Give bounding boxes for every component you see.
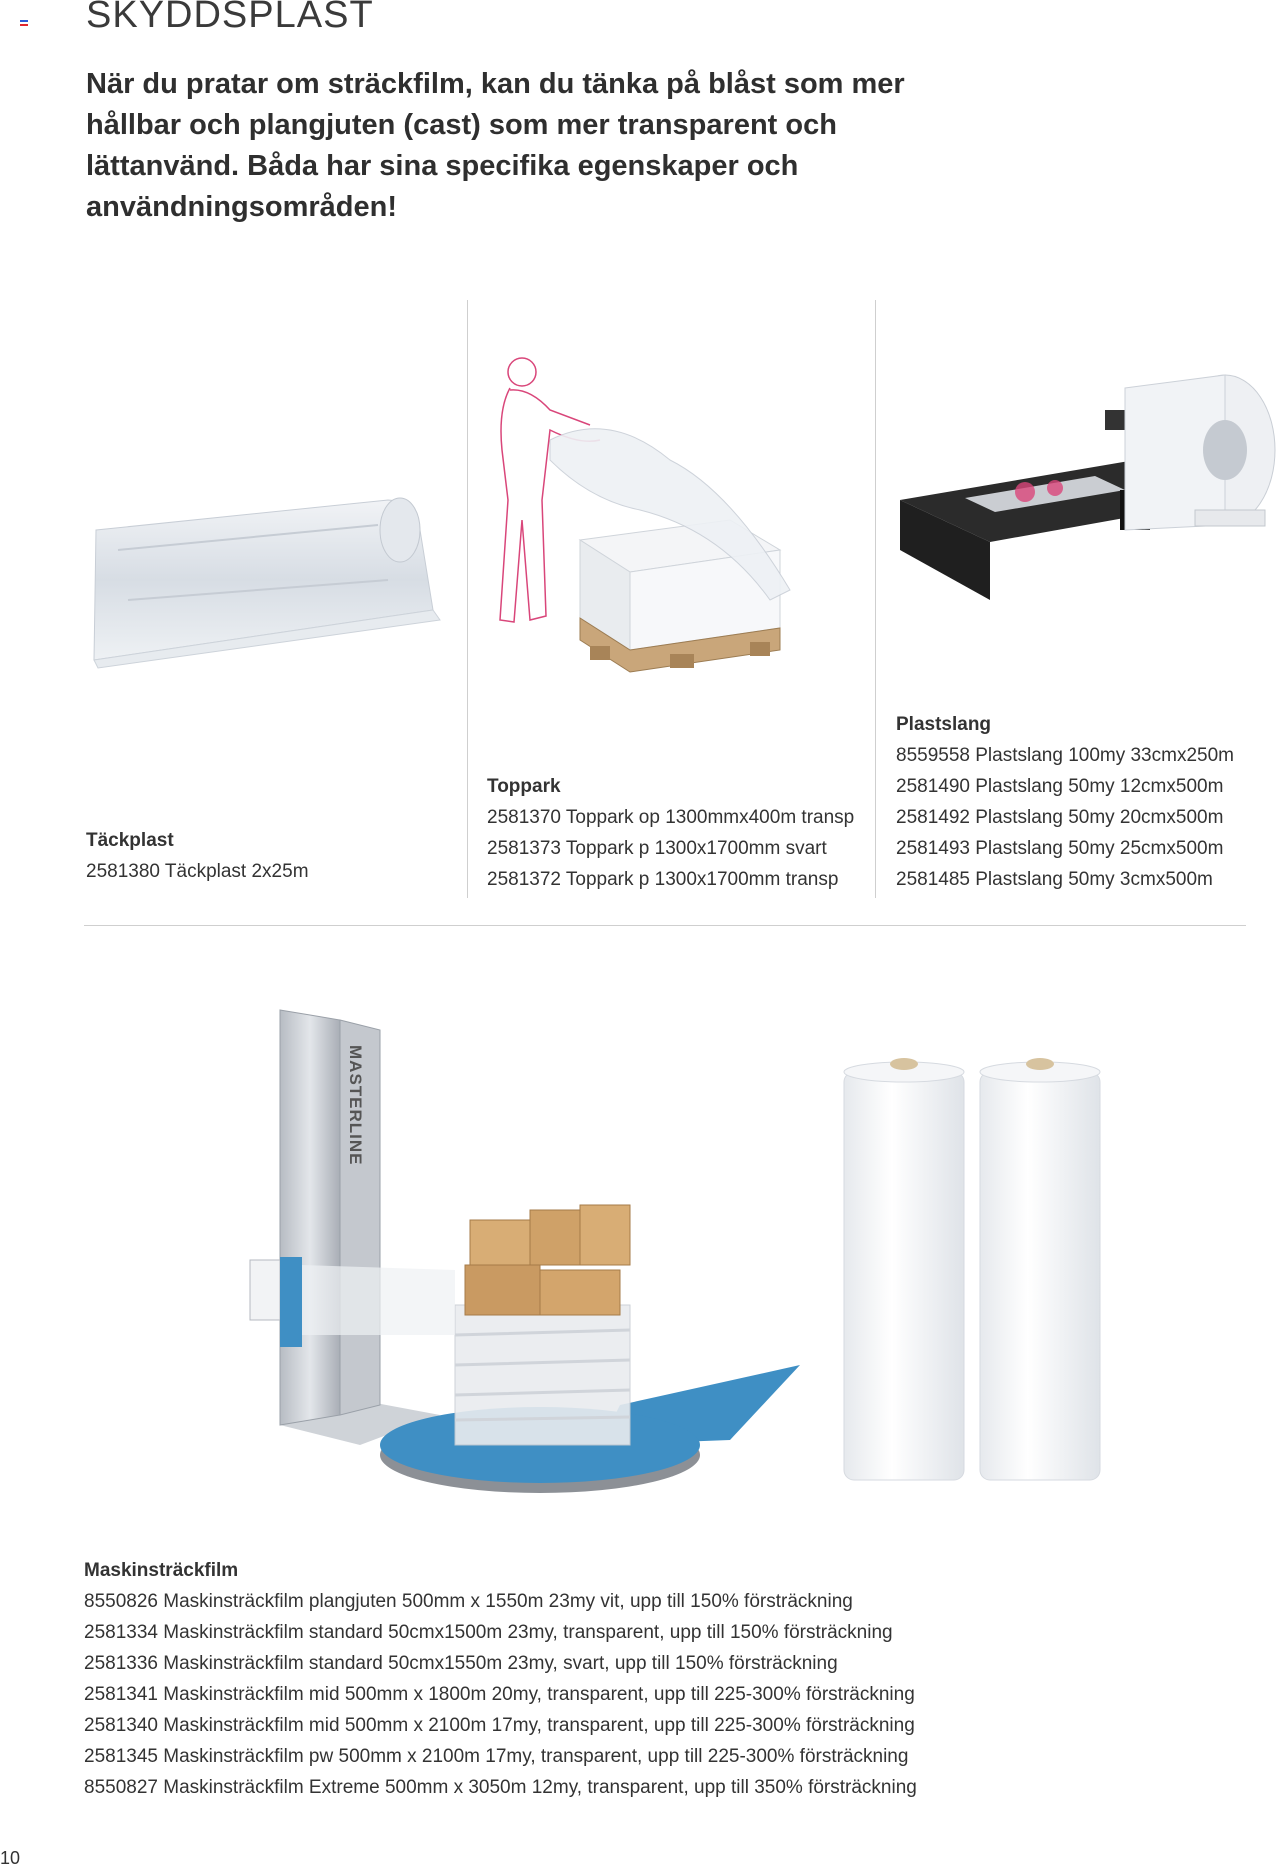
product-item: 2581380 Täckplast 2x25m	[86, 861, 309, 882]
product-item: 8550826 Maskinsträckfilm plangjuten 500mm x 1550m 23my vit, upp till 150% försträckning	[84, 1591, 853, 1612]
toppark-image	[490, 350, 810, 700]
column-divider	[875, 300, 876, 898]
film-rolls-image	[840, 1050, 1110, 1490]
stretch-wrapper-image	[240, 1005, 800, 1505]
product-item: 8550827 Maskinsträckfilm Extreme 500mm x 3050m 12my, transparent, upp till 350% försträckning	[84, 1777, 917, 1798]
product-maskinstrackfilm	[84, 1555, 917, 1803]
product-item: 8559558 Plastslang 100my 33cmx250m	[896, 745, 1234, 766]
product-item: 2581336 Maskinsträckfilm standard 50cmx1550m 23my, svart, upp till 150% försträckning	[84, 1653, 838, 1674]
product-item: 2581341 Maskinsträckfilm mid 500mm x 1800m 20my, transparent, upp till 225-300% försträckning	[84, 1684, 915, 1705]
product-item: 2581345 Maskinsträckfilm pw 500mm x 2100m 17my, transparent, upp till 225-300% försträckning	[84, 1746, 909, 1767]
plastslang-image	[895, 370, 1280, 610]
lead-paragraph: När du pratar om sträckfilm, kan du tänka på blåst som mer hållbar och plangjuten (cast) som mer transparent och lättanvänd. Båda har sina specifika egenskaper och användningsområden!	[86, 68, 905, 223]
product-item: 2581490 Plastslang 50my 12cmx500m	[896, 776, 1224, 797]
product-toppark	[487, 771, 854, 895]
product-item: 2581334 Maskinsträckfilm standard 50cmx1500m 23my, transparent, upp till 150% försträckning	[84, 1622, 893, 1643]
masterline-logo: MASTERLINE	[346, 1045, 365, 1166]
product-title: Täckplast	[86, 830, 174, 851]
product-item: 2581372 Toppark p 1300x1700mm transp	[487, 869, 839, 890]
product-item: 2581340 Maskinsträckfilm mid 500mm x 2100m 17my, transparent, upp till 225-300% försträckning	[84, 1715, 915, 1736]
product-item: 2581370 Toppark op 1300mmx400m transp	[487, 807, 855, 828]
product-title: Maskinsträckfilm	[84, 1560, 239, 1581]
product-plastslang	[896, 709, 1234, 895]
product-item: 2581492 Plastslang 50my 20cmx500m	[896, 807, 1224, 828]
product-item: 2581373 Toppark p 1300x1700mm svart	[487, 838, 827, 859]
tackplast-image	[88, 490, 448, 670]
page-title: SKYDDSPLAST	[86, 0, 374, 36]
page-number: 10	[0, 1848, 21, 1868]
column-divider	[467, 300, 468, 898]
product-item: 2581485 Plastslang 50my 3cmx500m	[896, 869, 1213, 890]
product-title: Toppark	[487, 776, 561, 797]
product-title: Plastslang	[896, 714, 992, 735]
flag-icon	[20, 20, 28, 26]
product-tackplast	[86, 825, 309, 887]
product-item: 2581493 Plastslang 50my 25cmx500m	[896, 838, 1224, 859]
section-divider	[84, 925, 1246, 926]
